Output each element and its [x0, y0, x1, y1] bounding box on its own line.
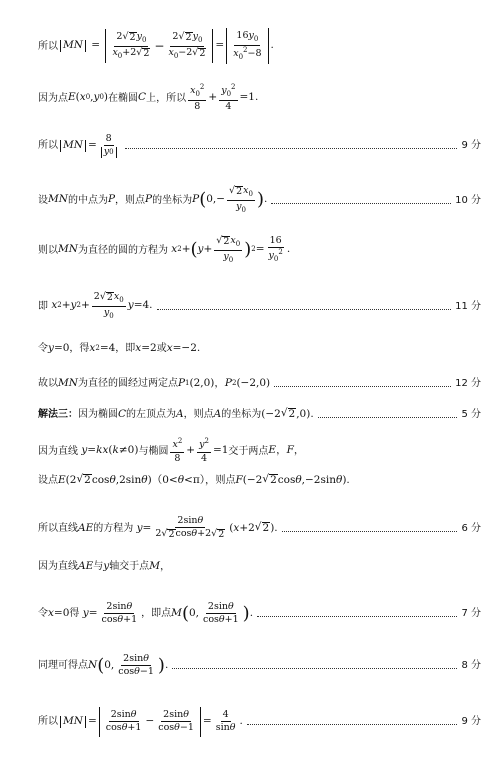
- method-label: 解法三：: [38, 408, 78, 420]
- line-mn-theta: 所以 MN = $\frac{2\sin\theta}{\cos\theta+1}$ − $\frac{2\sin\theta}{\cos\theta-1}$ = $\frac{4}{\sin\theta}$ . 9 分: [38, 707, 481, 737]
- line-midpoint: 设 MN 的中点为 P ，则点 P 的坐标为 P ( 0,− √ 2 $x_0$ $y_0$ ) . 10 分: [38, 185, 481, 214]
- line-point-n: 同理可得点 N ( 0, $\frac{2\sin\theta}{\cos\theta-1}$ ) . 8 分: [38, 653, 481, 678]
- line-circle-equation: 则以 MN 为直径的圆的方程为 x 2 + ( y + √ 2 $x_0$ $y_0$ ) 2 = $\frac{16}{y_0^2}$ .: [38, 235, 291, 264]
- line-parametric: 设点 E (2 √ 2 cos θ ,2sin θ )（0< θ <π）， 则点 F (−2 √ 2 cos θ ,−2sin θ ).: [38, 473, 350, 486]
- line-ae-y-axis: 因为直线 AE 与 y 轴交于点 M ，: [38, 560, 171, 573]
- score-12: 12 分: [455, 378, 481, 390]
- line-point-m: 令 x =0 得 y = $\frac{2\sin\theta}{\cos\theta+1}$ ，即点 M ( 0, $\frac{2\sin\theta}{\cos\theta+1}$ ) . 7 分: [38, 601, 481, 626]
- line-method-three: 解法三： 因为椭圆 C 的左顶点为 A ，则点 A 的坐标为 (−2 √ 2 ,0). 5 分: [38, 407, 481, 420]
- score-8: 8 分: [461, 660, 481, 672]
- score-9b: 9 分: [461, 716, 481, 728]
- score-5: 5 分: [461, 408, 481, 420]
- line-fixed-points: 故以 MN 为直径的圆经过两定点 P 1 (2,0)， P 2 (−2,0) 12 分: [38, 377, 481, 390]
- line-ae-equation: 所以直线 AE 的方程为 y = 2sinθ 2√ 2 cosθ+2√ 2 ( x +2 √ 2 ). 6 分: [38, 515, 481, 541]
- line-mn-length: 所以 MN = 2√ 2 $y_0$ $x_0+2√$ 2 − 2√ 2 $y_0$ $x_0-2√$ 2 = $\frac{16y_0}{x_0^2-8}$ .: [38, 28, 481, 64]
- line-mn-simplified: 所以 MN = 8 y 0 9 分: [38, 133, 481, 158]
- score-10: 10 分: [455, 194, 481, 206]
- score-11: 11 分: [455, 300, 481, 312]
- score-6: 6 分: [461, 522, 481, 534]
- score-7: 7 分: [461, 608, 481, 620]
- line-intersection: 因为直线 y = kx ( k ≠0) 与椭圆 $\frac{x^2}{8}$ + $\frac{y^2}{4}$ =1 交于两点 E ， F ，: [38, 437, 305, 464]
- score-9: 9 分: [461, 140, 481, 152]
- line-circle-expanded: 即 x 2 + y 2 + 2√ 2 $x_0$ $y_0$ y =4. 11 分: [38, 291, 481, 320]
- line-ellipse-point: 因为点 E ( x 0 , y 0 ) 在椭圆 C 上，所以 $\frac{x_0^2}{8}$ + $\frac{y_0^2}{4}$ =1.: [38, 83, 259, 112]
- line-set-y-zero: 令 y =0 ，得 x 2 =4 ，即 x =2 或 x =−2.: [38, 342, 201, 355]
